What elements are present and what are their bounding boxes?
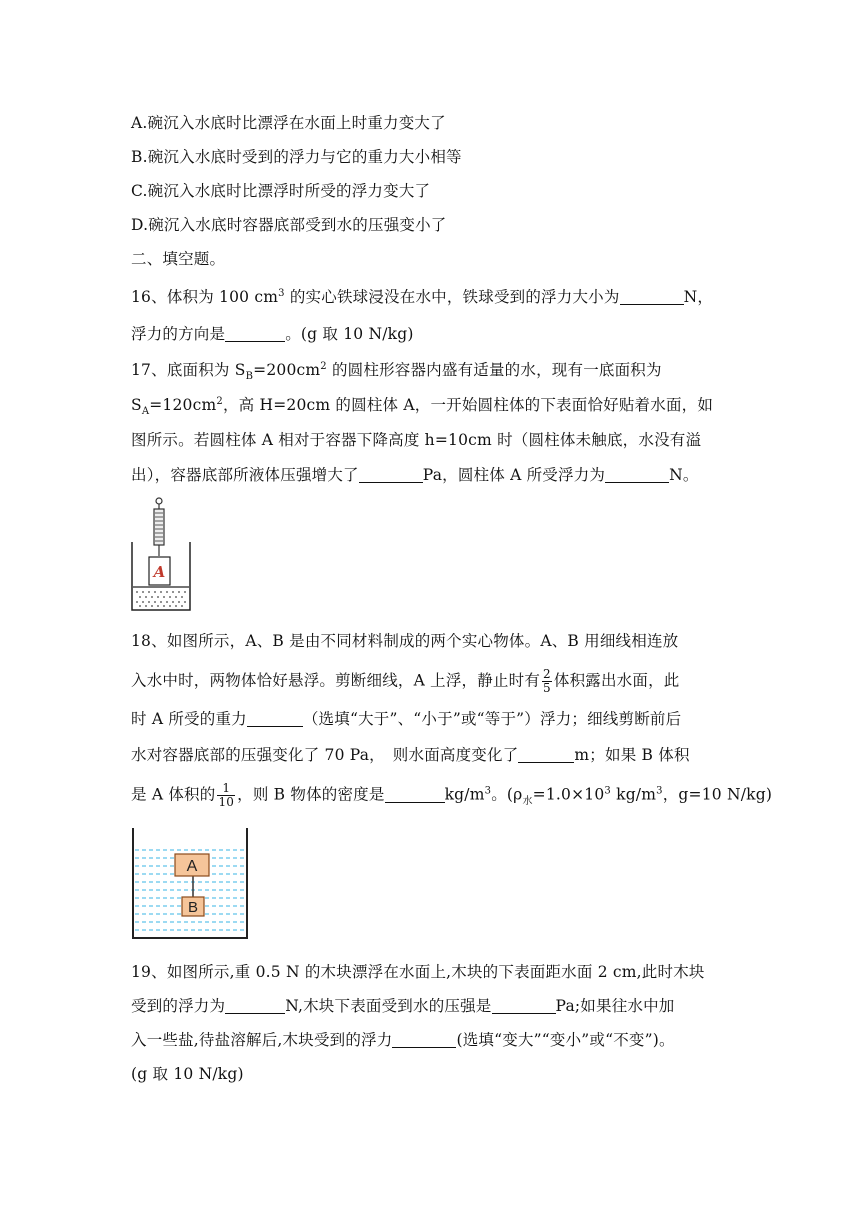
option-a: A.碗沉入水底时比漂浮在水面上时重力变大了 [131, 114, 446, 132]
block-a-label: A [186, 858, 198, 875]
q18-blank-height[interactable] [518, 747, 574, 764]
q17-text-c: 的圆柱形容器内盛有适量的水，现有一底面积为 [326, 361, 662, 379]
q16-text-c: N， [683, 288, 714, 306]
q17-text-i: N。 [669, 466, 699, 484]
q18-frac2-num: 1 [217, 782, 235, 796]
q17-line-1 [131, 358, 662, 382]
q17-blank-pressure[interactable] [359, 467, 423, 484]
q16-text-b: 的实心铁球浸没在水中，铁球受到的浮力大小为 [284, 288, 620, 306]
q19-blank-buoyancy[interactable] [225, 998, 285, 1015]
q17-sup-2: 2 [216, 395, 223, 407]
q19-text-b: N,木块下表面受到水的压强是 [285, 997, 492, 1015]
q16-text-d: 浮力的方向是 [131, 325, 226, 343]
water-region [133, 587, 189, 609]
q18-frac1-num: 2 [543, 667, 551, 681]
q18-text-b: 体积露出水面，此 [553, 671, 680, 690]
q19-line-2 [131, 994, 675, 1016]
q18-fraction-2 [217, 782, 235, 809]
q18-text-e: 水对容器底部的压强变化了 70 Pa， 则水面高度变化了 [131, 746, 519, 764]
q17-text-d: S [131, 396, 142, 414]
block-b-label: B [187, 899, 199, 916]
option-c: C.碗沉入水底时比漂浮时所受的浮力变大了 [131, 182, 431, 200]
q17-text-b: =200cm [253, 361, 321, 379]
q18-text-j: 。(ρ [491, 785, 523, 804]
q19-blank-pressure[interactable] [492, 998, 556, 1015]
q17-blank-buoyancy[interactable] [605, 467, 669, 484]
q16-line-1 [131, 285, 713, 307]
q19-line-4: (g 取 10 N/kg) [131, 1065, 244, 1083]
q16-blank-direction[interactable] [225, 326, 285, 343]
cylinder-a-label: A [153, 563, 166, 581]
q17-sub-b: B [245, 371, 254, 383]
q18-sub-water: 水 [522, 795, 533, 807]
q18-sup-3: 3 [656, 785, 663, 797]
q18-frac1-den: 5 [543, 681, 551, 696]
q16-text-a: 16、体积为 100 cm [131, 288, 279, 306]
q18-text-i: kg/m [444, 785, 485, 804]
q18-fraction-1 [542, 668, 552, 695]
q17-text-f: ，高 H=20cm 的圆柱体 A，一开始圆柱体的下表面恰好贴着水面，如 [222, 396, 714, 414]
q18-sup-1: 3 [484, 785, 492, 797]
q16-text-e: 。(g 取 10 N/kg) [285, 325, 414, 343]
q18-blank-density[interactable] [385, 786, 445, 803]
q18-sup-2: 3 [604, 785, 611, 797]
q18-text-h: ，则 B 物体的密度是 [237, 785, 385, 804]
q17-text-a: 17、底面积为 S [131, 361, 246, 379]
section-heading: 二、填空题。 [131, 250, 226, 268]
q17-figure [128, 496, 194, 612]
q17-line-3: 图所示。若圆柱体 A 相对于容器下降高度 h=10cm 时（圆柱体未触底，水没有溢 [131, 431, 702, 449]
q18-text-d: （选填“大于”、“小于”或“等于”）浮力；细线剪断前后 [302, 710, 682, 728]
q18-figure [128, 824, 252, 942]
q16-sup: 3 [278, 287, 285, 299]
q18-line-3 [131, 707, 681, 729]
q18-text-c: 时 A 所受的重力 [131, 710, 247, 728]
q17-text-e: =120cm [149, 396, 217, 414]
q18-text-g: 是 A 体积的 [131, 785, 216, 804]
q17-text-h: Pa，圆柱体 A 所受浮力为 [422, 466, 606, 484]
q19-text-c: Pa;如果往水中加 [555, 997, 675, 1015]
q18-text-f: m；如果 B 体积 [574, 746, 690, 764]
q18-text-k: =1.0×10 [532, 785, 605, 804]
q18-text-l: kg/m [610, 785, 657, 804]
q19-line-3 [131, 1028, 675, 1050]
q18-line-2 [131, 668, 679, 695]
q18-blank-gravity[interactable] [247, 711, 303, 728]
q16-line-2 [131, 322, 414, 344]
q18-frac2-den: 10 [218, 795, 235, 810]
q18-text-a: 入水中时，两物体恰好悬浮。剪断细线，A 上浮，静止时有 [131, 671, 541, 690]
q19-text-d: 入一些盐,待盐溶解后,木块受到的浮力 [131, 1031, 393, 1049]
q18-line-4 [131, 743, 690, 765]
q16-blank-buoyancy[interactable] [620, 289, 684, 306]
q17-sub-a: A [141, 406, 150, 418]
q17-line-4 [131, 463, 699, 485]
q19-text-e: (选填“变大”“变小”或“不变”)。 [456, 1031, 675, 1049]
spring-scale-icon [154, 498, 164, 556]
q17-sup-1: 2 [320, 360, 327, 372]
q18-line-5 [131, 782, 772, 809]
option-d: D.碗沉入水底时容器底部受到水的压强变小了 [131, 216, 447, 234]
q18-text-m: ，g=10 N/kg) [662, 785, 773, 804]
q17-line-2 [131, 393, 713, 417]
q19-line-1: 19、如图所示,重 0.5 N 的木块漂浮在水面上,木块的下表面距水面 2 cm,此时木块 [131, 963, 705, 981]
option-b: B.碗沉入水底时受到的浮力与它的重力大小相等 [131, 148, 462, 166]
q17-text-g: 出），容器底部所液体压强增大了 [131, 466, 359, 484]
q19-text-a: 受到的浮力为 [131, 997, 226, 1015]
q18-line-1: 18、如图所示，A、B 是由不同材料制成的两个实心物体。A、B 用细线相连放 [131, 632, 679, 650]
q19-blank-change[interactable] [392, 1032, 456, 1049]
